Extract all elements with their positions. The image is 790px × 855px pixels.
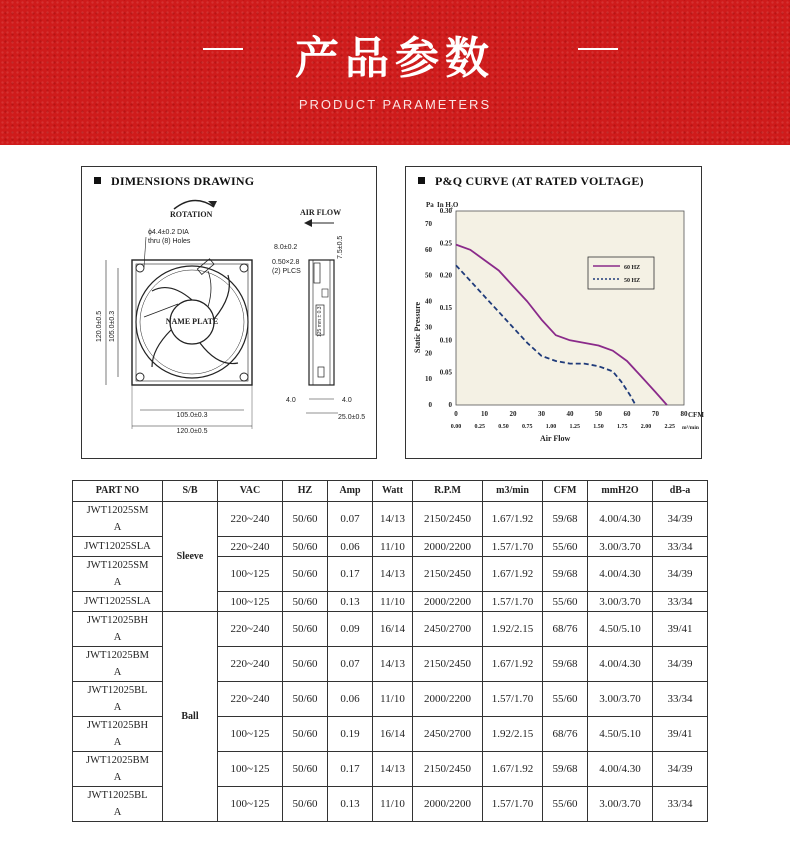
banner-subtitle: PRODUCT PARAMETERS <box>298 97 492 112</box>
watt-cell: 16/14 <box>373 612 413 647</box>
amp-cell: 0.09 <box>328 612 373 647</box>
mount-hole-icon <box>136 264 144 272</box>
hole-note-line1: ϕ4.4±0.2 DIA <box>148 229 189 236</box>
y-tick-pa: 60 <box>425 245 432 254</box>
y-axis-label: Static Pressure <box>413 301 422 353</box>
watt-cell: 14/13 <box>373 647 413 682</box>
y-unit-pa: Pa <box>426 201 434 209</box>
vac-cell: 220~240 <box>218 502 283 537</box>
dim-4-right: 4.0 <box>342 397 352 404</box>
table-row <box>73 502 708 537</box>
hz-cell: 50/60 <box>283 592 328 612</box>
db-cell: 33/34 <box>653 682 708 717</box>
vac-cell: 100~125 <box>218 717 283 752</box>
airflow-label: AIR FLOW <box>300 208 342 217</box>
amp-cell: 0.13 <box>328 787 373 822</box>
cfm-cell: 59/68 <box>543 752 588 787</box>
rpm-cell: 2150/2450 <box>413 502 483 537</box>
amp-cell: 0.13 <box>328 592 373 612</box>
watt-cell: 14/13 <box>373 557 413 592</box>
db-cell: 33/34 <box>653 787 708 822</box>
rpm-cell: 2150/2450 <box>413 557 483 592</box>
amp-cell: 0.17 <box>328 557 373 592</box>
watt-cell: 11/10 <box>373 592 413 612</box>
m3-cell: 1.67/1.92 <box>483 752 543 787</box>
m3-cell: 1.57/1.70 <box>483 537 543 557</box>
hz-cell: 50/60 <box>283 557 328 592</box>
dim-7-5: 7.5±0.5 <box>337 235 344 259</box>
mmh2o-cell: 3.00/3.70 <box>588 537 653 557</box>
part-number-cell: JWT12025SM A <box>73 502 163 537</box>
watt-cell: 14/13 <box>373 502 413 537</box>
x-unit-cfm: CFM <box>688 411 704 419</box>
watt-cell: 11/10 <box>373 787 413 822</box>
chart-legend <box>588 257 654 289</box>
watt-cell: 16/14 <box>373 717 413 752</box>
dim-120-horizontal: 120.0±0.5 <box>176 428 208 435</box>
rpm-cell: 2000/2200 <box>413 787 483 822</box>
vac-cell: 100~125 <box>218 787 283 822</box>
legend-60-label: 60 HZ <box>624 265 641 271</box>
x-tick-cfm: 0 <box>454 410 458 418</box>
column-header: m3/min <box>483 481 543 502</box>
table-header-row <box>73 481 708 502</box>
fan-front-view <box>132 259 252 385</box>
x-tick-m3: 1.25 <box>569 424 580 430</box>
part-number-cell: JWT12025BM A <box>73 647 163 682</box>
y-tick-h2o: 0 <box>448 401 452 409</box>
m3-cell: 1.57/1.70 <box>483 682 543 717</box>
x-tick-cfm: 60 <box>623 410 631 418</box>
watt-cell: 11/10 <box>373 682 413 717</box>
db-cell: 39/41 <box>653 717 708 752</box>
part-number-cell: JWT12025BH A <box>73 612 163 647</box>
cfm-cell: 55/60 <box>543 787 588 822</box>
hole-note-line2: thru (8) Holes <box>148 238 191 245</box>
part-number-cell: JWT12025BH A <box>73 717 163 752</box>
dimensions-panel <box>81 166 377 459</box>
rpm-cell: 2450/2700 <box>413 612 483 647</box>
x-tick-cfm: 50 <box>595 410 602 418</box>
amp-cell: 0.07 <box>328 647 373 682</box>
hz-cell: 50/60 <box>283 752 328 787</box>
mmh2o-cell: 4.00/4.30 <box>588 752 653 787</box>
dim-4-left: 4.0 <box>286 397 296 404</box>
y-tick-pa: 30 <box>425 323 432 332</box>
hz-cell: 50/60 <box>283 787 328 822</box>
mmh2o-cell: 4.00/4.30 <box>588 557 653 592</box>
part-number-cell: JWT12025BL A <box>73 682 163 717</box>
cfm-cell: 68/76 <box>543 612 588 647</box>
mmh2o-cell: 3.00/3.70 <box>588 592 653 612</box>
vac-cell: 100~125 <box>218 557 283 592</box>
rpm-cell: 2150/2450 <box>413 647 483 682</box>
y-tick-pa: 70 <box>425 219 432 228</box>
column-header: mmH2O <box>588 481 653 502</box>
db-cell: 33/34 <box>653 537 708 557</box>
x-tick-m3: 1.50 <box>593 424 604 430</box>
rpm-cell: 2450/2700 <box>413 717 483 752</box>
side-view-label: 125 mm ± 0.3 <box>317 306 323 337</box>
y-tick-pa: 40 <box>425 297 432 306</box>
dim-terminal-line1: 0.50×2.8 <box>272 259 300 266</box>
part-number-cell: JWT12025SLA <box>73 592 163 612</box>
mount-hole-icon <box>240 373 248 381</box>
vac-cell: 220~240 <box>218 682 283 717</box>
y-tick-pa: 10 <box>425 375 432 384</box>
mount-hole-icon <box>136 373 144 381</box>
cfm-cell: 55/60 <box>543 682 588 717</box>
table-row <box>73 612 708 647</box>
airflow-arrow-icon <box>304 219 312 227</box>
y-tick-pa: 20 <box>425 349 432 358</box>
m3-cell: 1.67/1.92 <box>483 502 543 537</box>
hz-cell: 50/60 <box>283 647 328 682</box>
watt-cell: 11/10 <box>373 537 413 557</box>
cfm-cell: 59/68 <box>543 557 588 592</box>
x-tick-m3: 0.75 <box>522 424 533 430</box>
hz-cell: 50/60 <box>283 682 328 717</box>
part-number-cell: JWT12025SLA <box>73 537 163 557</box>
mmh2o-cell: 4.00/4.30 <box>588 647 653 682</box>
y-tick-h2o: 0.20 <box>439 271 452 280</box>
column-header: VAC <box>218 481 283 502</box>
hz-cell: 50/60 <box>283 537 328 557</box>
pq-heading-text: P&Q CURVE (AT RATED VOLTAGE) <box>435 174 644 188</box>
x-tick-m3: 0.50 <box>498 424 509 430</box>
db-cell: 34/39 <box>653 557 708 592</box>
x-tick-cfm: 80 <box>680 410 688 418</box>
column-header: R.P.M <box>413 481 483 502</box>
amp-cell: 0.19 <box>328 717 373 752</box>
y-tick-pa: 50 <box>425 271 432 280</box>
column-header: PART NO <box>73 481 163 502</box>
pq-curve-panel <box>405 166 702 459</box>
cfm-cell: 68/76 <box>543 717 588 752</box>
dimensions-drawing <box>82 167 376 458</box>
cfm-cell: 59/68 <box>543 647 588 682</box>
y-tick-h2o: 0.30 <box>439 207 452 215</box>
db-cell: 34/39 <box>653 647 708 682</box>
column-header: HZ <box>283 481 328 502</box>
bearing-type-cell: Ball <box>163 612 218 822</box>
header-banner <box>0 0 790 145</box>
m3-cell: 1.67/1.92 <box>483 557 543 592</box>
m3-cell: 1.57/1.70 <box>483 592 543 612</box>
m3-cell: 1.67/1.92 <box>483 647 543 682</box>
m3-cell: 1.57/1.70 <box>483 787 543 822</box>
mmh2o-cell: 3.00/3.70 <box>588 682 653 717</box>
x-tick-m3: 2.25 <box>664 424 675 430</box>
cfm-cell: 59/68 <box>543 502 588 537</box>
amp-cell: 0.06 <box>328 682 373 717</box>
m3-cell: 1.92/2.15 <box>483 717 543 752</box>
part-number-cell: JWT12025BL A <box>73 787 163 822</box>
hz-cell: 50/60 <box>283 717 328 752</box>
plot-area <box>456 211 684 405</box>
x-unit-m3: m³/min <box>682 425 699 431</box>
y-tick-h2o: 0.10 <box>439 336 452 345</box>
hz-cell: 50/60 <box>283 612 328 647</box>
vac-cell: 100~125 <box>218 592 283 612</box>
db-cell: 34/39 <box>653 502 708 537</box>
dim-8: 8.0±0.2 <box>274 244 298 251</box>
vac-cell: 220~240 <box>218 537 283 557</box>
db-cell: 34/39 <box>653 752 708 787</box>
amp-cell: 0.07 <box>328 502 373 537</box>
dim-105-horizontal: 105.0±0.3 <box>176 412 208 419</box>
mmh2o-cell: 4.00/4.30 <box>588 502 653 537</box>
x-tick-cfm: 40 <box>566 410 574 418</box>
amp-cell: 0.06 <box>328 537 373 557</box>
x-tick-m3: 0.25 <box>474 424 485 430</box>
rpm-cell: 2000/2200 <box>413 592 483 612</box>
banner-title: 产品参数 <box>295 33 495 84</box>
y-tick-h2o: 0.15 <box>439 304 452 312</box>
column-header: Amp <box>328 481 373 502</box>
rpm-cell: 2150/2450 <box>413 752 483 787</box>
cfm-cell: 55/60 <box>543 592 588 612</box>
dim-25: 25.0±0.5 <box>338 414 366 421</box>
column-header: S/B <box>163 481 218 502</box>
vac-cell: 100~125 <box>218 752 283 787</box>
mmh2o-cell: 4.50/5.10 <box>588 612 653 647</box>
x-tick-cfm: 20 <box>509 410 517 418</box>
x-tick-m3: 1.75 <box>617 424 628 430</box>
watt-cell: 14/13 <box>373 752 413 787</box>
name-plate-label: NAME PLATE <box>165 317 219 326</box>
rpm-cell: 2000/2200 <box>413 682 483 717</box>
db-cell: 33/34 <box>653 592 708 612</box>
part-number-cell: JWT12025SM A <box>73 557 163 592</box>
dim-105-vertical: 105.0±0.3 <box>109 310 116 342</box>
dim-terminal-line2: (2) PLCS <box>272 268 301 275</box>
x-tick-m3: 0.00 <box>450 424 462 430</box>
y-tick-h2o: 0.25 <box>439 239 452 248</box>
amp-cell: 0.17 <box>328 752 373 787</box>
banner-right-rule <box>578 48 618 50</box>
rotation-label: ROTATION <box>170 210 213 219</box>
x-tick-m3: 2.00 <box>640 424 652 430</box>
x-tick-m3: 1.00 <box>545 424 557 430</box>
m3-cell: 1.92/2.15 <box>483 612 543 647</box>
column-header: CFM <box>543 481 588 502</box>
pq-chart <box>406 167 704 458</box>
mmh2o-cell: 3.00/3.70 <box>588 787 653 822</box>
rotation-arrow-icon <box>174 200 214 209</box>
column-header: dB-a <box>653 481 708 502</box>
bearing-type-cell: Sleeve <box>163 502 218 612</box>
legend-50-label: 50 HZ <box>624 278 641 284</box>
part-number-cell: JWT12025BM A <box>73 752 163 787</box>
x-tick-cfm: 10 <box>481 410 488 418</box>
y-tick-pa: 0 <box>428 401 432 409</box>
vac-cell: 220~240 <box>218 647 283 682</box>
dimensions-heading-text: DIMENSIONS DRAWING <box>111 174 255 188</box>
vac-cell: 220~240 <box>218 612 283 647</box>
y-tick-h2o: 0.05 <box>439 368 452 377</box>
spec-table <box>72 480 708 822</box>
dim-120-vertical: 120.0±0.5 <box>96 310 103 342</box>
x-axis-label: Air Flow <box>540 434 571 443</box>
hz-cell: 50/60 <box>283 502 328 537</box>
x-tick-cfm: 30 <box>538 410 545 418</box>
x-tick-cfm: 70 <box>652 410 659 418</box>
rpm-cell: 2000/2200 <box>413 537 483 557</box>
mmh2o-cell: 4.50/5.10 <box>588 717 653 752</box>
column-header: Watt <box>373 481 413 502</box>
y-unit-h2o: In H₂O <box>437 201 459 209</box>
mount-hole-icon <box>240 264 248 272</box>
cfm-cell: 55/60 <box>543 537 588 557</box>
db-cell: 39/41 <box>653 612 708 647</box>
